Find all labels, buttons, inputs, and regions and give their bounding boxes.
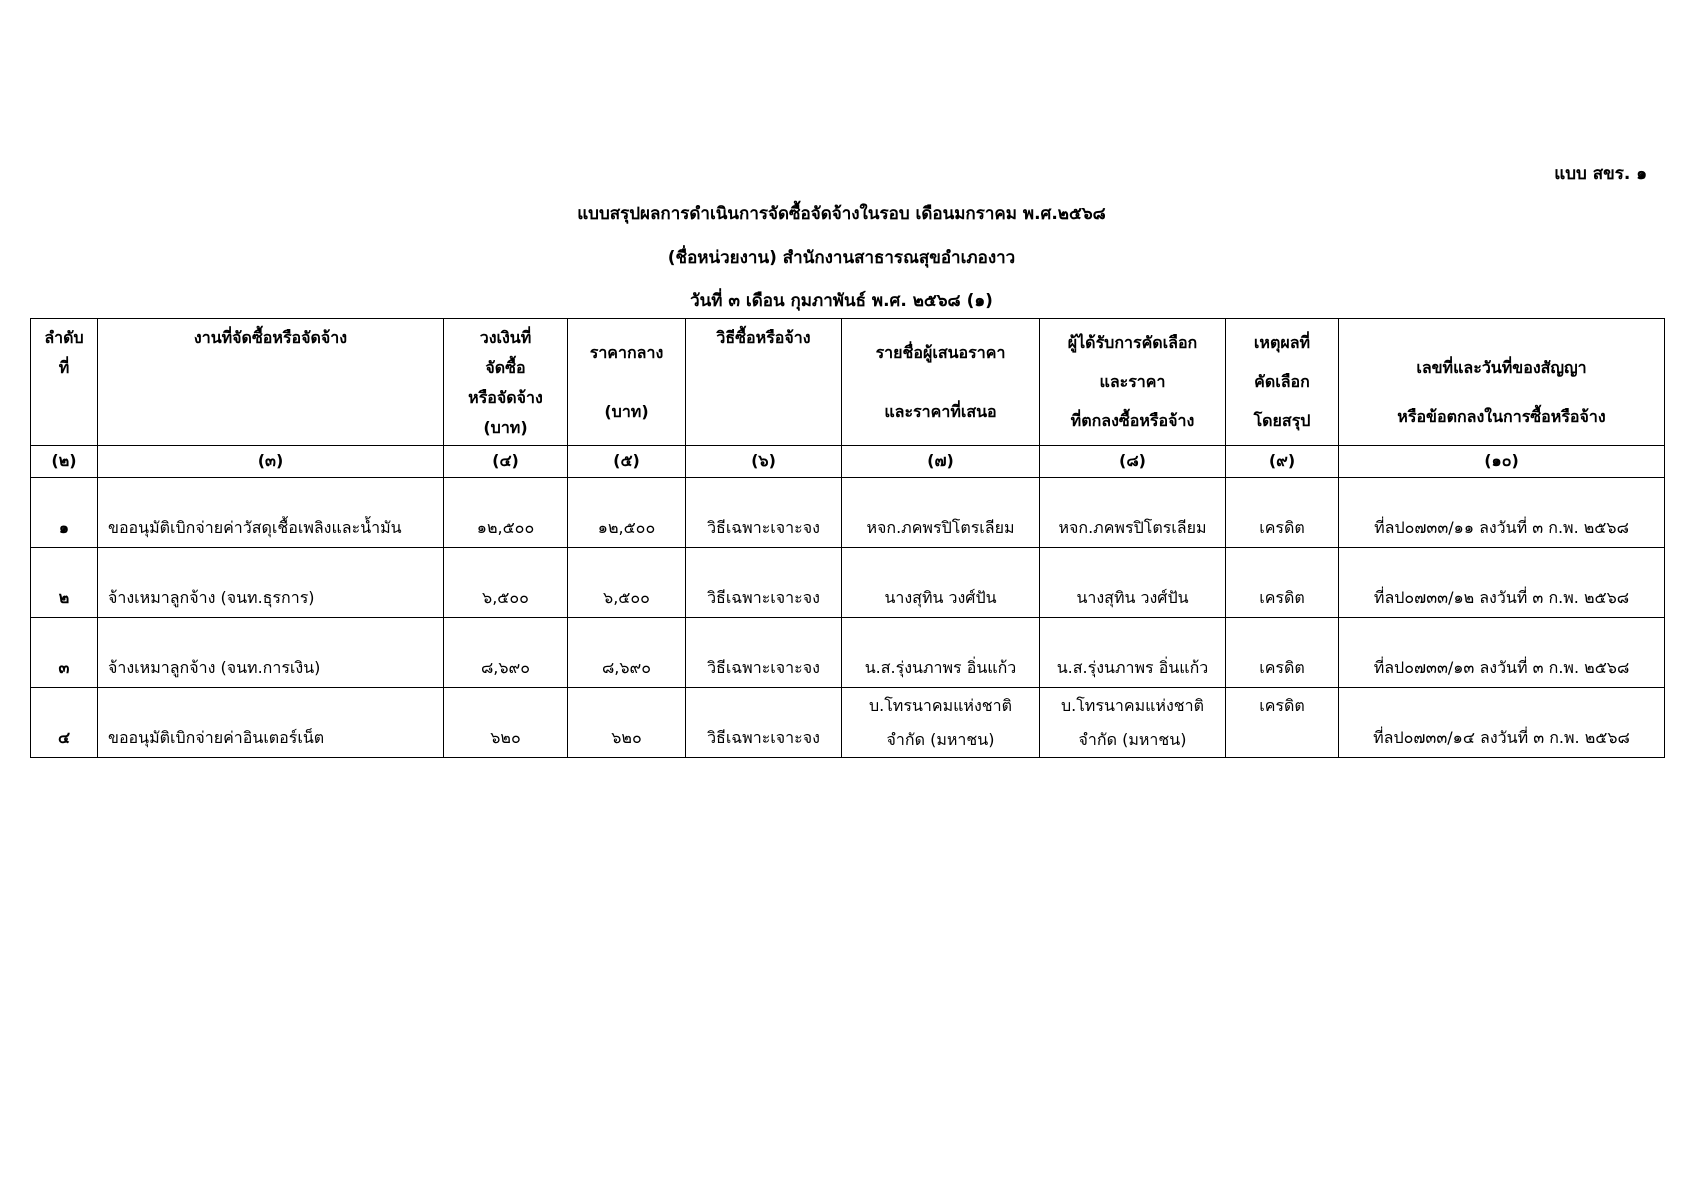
selection-reason: เครดิต (1226, 618, 1339, 688)
header-text: คัดเลือก (1254, 371, 1310, 391)
report-date: วันที่ ๓ เดือน กุมภาพันธ์ พ.ศ. ๒๕๖๘ (๑) (690, 291, 993, 311)
bidder-name-cont: จำกัด (มหาชน) (886, 729, 995, 749)
bidder-name: หจก.ภคพรปิโตรเลียม (842, 478, 1040, 548)
procurement-method: วิธีเฉพาะเจาะจง (686, 688, 842, 758)
contract-reference: ที่ลป๐๗๓๓/๑๒ ลงวันที่ ๓ ก.พ. ๒๕๖๘ (1339, 548, 1665, 618)
table-row (31, 548, 1665, 618)
header-text: โดยสรุป (1253, 411, 1311, 431)
header-text: ที่ตกลงซื้อหรือจ้าง (1070, 411, 1195, 431)
header-text: หรือจัดจ้าง (468, 388, 543, 407)
budget-amount: ๑๒,๕๐๐ (444, 478, 568, 548)
header-reason (1226, 319, 1339, 446)
header-contract (1339, 319, 1665, 446)
item-description: ขออนุมัติเบิกจ่ายค่าอินเตอร์เน็ต (98, 688, 444, 758)
header-text: รายชื่อผู้เสนอราคา (875, 342, 1006, 362)
item-description: ขออนุมัติเบิกจ่ายค่าวัสดุเชื้อเพลิงและน้ำมัน (98, 478, 444, 548)
header-text: (บาท) (604, 401, 649, 421)
header-text: งานที่จัดซื้อหรือจัดจ้าง (193, 328, 348, 347)
header-row (31, 319, 1665, 446)
header-sequence (31, 319, 98, 446)
header-text: (บาท) (483, 418, 528, 437)
header-text: ผู้ได้รับการคัดเลือก (1067, 332, 1198, 352)
header-budget (444, 319, 568, 446)
bidder-name: นางสุทิน วงศ์ปัน (842, 548, 1040, 618)
median-price: ๑๒,๕๐๐ (568, 478, 686, 548)
header-text: ราคากลาง (589, 342, 664, 362)
column-number: (๔) (444, 446, 568, 478)
median-price: ๖๒๐ (568, 688, 686, 758)
column-number-row (31, 446, 1665, 478)
document-title: แบบสรุปผลการดำเนินการจัดซื้อจัดจ้างในรอบ เดือนมกราคม พ.ศ.๒๕๖๘ (577, 204, 1106, 224)
column-number: (๕) (568, 446, 686, 478)
row-number: ๔ (31, 688, 98, 758)
header-item (98, 319, 444, 446)
procurement-method: วิธีเฉพาะเจาะจง (686, 548, 842, 618)
table-row (31, 618, 1665, 688)
row-number: ๒ (31, 548, 98, 618)
header-text: และราคาที่เสนอ (884, 401, 997, 421)
selected-vendor: หจก.ภคพรปิโตรเลียม (1040, 478, 1226, 548)
median-price: ๘,๖๙๐ (568, 618, 686, 688)
table-row (31, 478, 1665, 548)
form-code: แบบ สขร. ๑ (1554, 164, 1647, 184)
column-number: (๓) (98, 446, 444, 478)
selected-vendor-cell (1040, 688, 1226, 758)
header-text: จัดซื้อ (485, 358, 526, 377)
item-description: จ้างเหมาลูกจ้าง (จนท.การเงิน) (98, 618, 444, 688)
column-number: (๖) (686, 446, 842, 478)
budget-amount: ๖๒๐ (444, 688, 568, 758)
header-median-price (568, 319, 686, 446)
header-text: และราคา (1099, 371, 1166, 391)
header-method (686, 319, 842, 446)
row-number: ๓ (31, 618, 98, 688)
bidder-name: บ.โทรนาคมแห่งชาติ (868, 695, 1013, 715)
row-number: ๑ (31, 478, 98, 548)
contract-reference: ที่ลป๐๗๓๓/๑๓ ลงวันที่ ๓ ก.พ. ๒๕๖๘ (1339, 618, 1665, 688)
header-text: วิธีซื้อหรือจ้าง (716, 328, 811, 347)
procurement-summary-table (30, 318, 1665, 758)
selected-vendor-cont: จำกัด (มหาชน) (1078, 729, 1187, 749)
column-number: (๗) (842, 446, 1040, 478)
selected-vendor: บ.โทรนาคมแห่งชาติ (1060, 695, 1205, 715)
budget-amount: ๘,๖๙๐ (444, 618, 568, 688)
column-number: (๘) (1040, 446, 1226, 478)
header-text: เหตุผลที่ (1253, 332, 1311, 352)
procurement-method: วิธีเฉพาะเจาะจง (686, 478, 842, 548)
item-description: จ้างเหมาลูกจ้าง (จนท.ธุรการ) (98, 548, 444, 618)
selection-reason: เครดิต (1226, 688, 1339, 758)
agency-name: (ชื่อหน่วยงาน) สำนักงานสาธารณสุขอำเภองาว (667, 248, 1016, 268)
contract-reference: ที่ลป๐๗๓๓/๑๑ ลงวันที่ ๓ ก.พ. ๒๕๖๘ (1339, 478, 1665, 548)
median-price: ๖,๕๐๐ (568, 548, 686, 618)
header-text: วงเงินที่ (479, 328, 532, 347)
procurement-method: วิธีเฉพาะเจาะจง (686, 618, 842, 688)
header-selected (1040, 319, 1226, 446)
column-number: (๙) (1226, 446, 1339, 478)
header-text: หรือข้อตกลงในการซื้อหรือจ้าง (1397, 406, 1606, 426)
header-text: ที่ (58, 358, 70, 377)
bidder-name: น.ส.รุ่งนภาพร อิ่นแก้ว (842, 618, 1040, 688)
header-bidders (842, 319, 1040, 446)
selection-reason: เครดิต (1226, 478, 1339, 548)
selected-vendor: น.ส.รุ่งนภาพร อิ่นแก้ว (1040, 618, 1226, 688)
contract-reference: ที่ลป๐๗๓๓/๑๔ ลงวันที่ ๓ ก.พ. ๒๕๖๘ (1339, 688, 1665, 758)
column-number: (๑๐) (1339, 446, 1665, 478)
budget-amount: ๖,๕๐๐ (444, 548, 568, 618)
bidder-cell (842, 688, 1040, 758)
column-number: (๒) (31, 446, 98, 478)
selection-reason: เครดิต (1226, 548, 1339, 618)
selected-vendor: นางสุทิน วงศ์ปัน (1040, 548, 1226, 618)
header-text: ลำดับ (44, 328, 84, 347)
table-row (31, 688, 1665, 758)
header-text: เลขที่และวันที่ของสัญญา (1416, 357, 1587, 377)
